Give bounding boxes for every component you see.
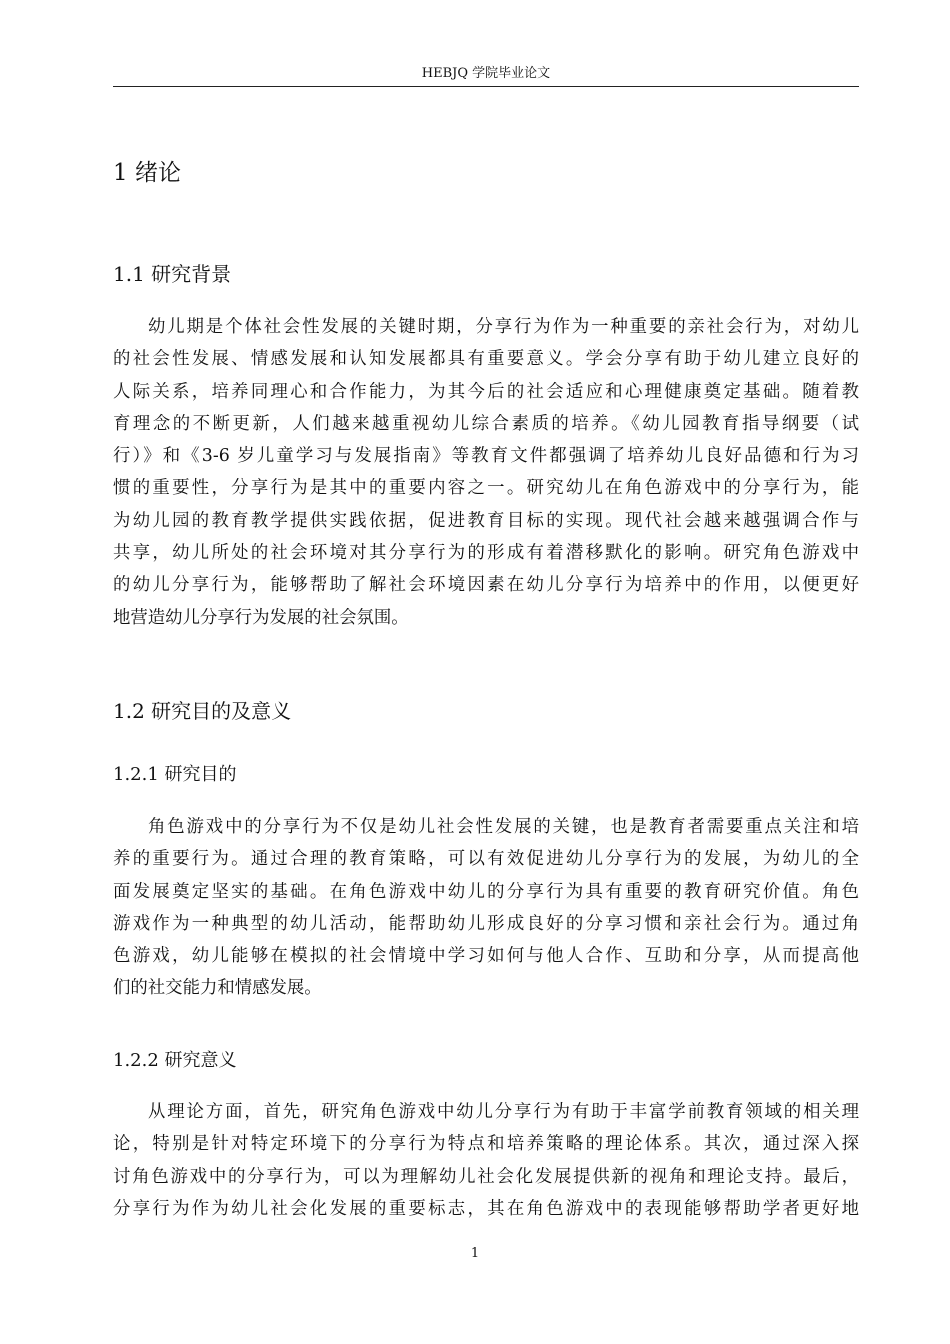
paragraph-line: 幼儿期是个体社会性发展的关键时期，分享行为作为一种重要的亲社会行为，对幼儿: [148, 317, 859, 337]
section-heading-1-2: 1.2 研究目的及意义: [113, 699, 292, 723]
page-number: 1: [470, 1246, 480, 1261]
subsection-heading-1-2-2: 1.2.2 研究意义: [113, 1050, 237, 1071]
paragraph-line: 养的重要行为。通过合理的教育策略，可以有效促进幼儿分享行为的发展，为幼儿的全: [113, 849, 859, 870]
paragraph-purpose: [113, 811, 859, 1005]
paragraph-line: 的社会性发展、情感发展和认知发展都具有重要意义。学会分享有助于幼儿建立良好的: [113, 349, 859, 370]
paragraph-line: 们的社交能力和情感发展。: [113, 978, 322, 999]
paragraph-line: 人际关系，培养同理心和合作能力，为其今后的社会适应和心理健康奠定基础。随着教: [113, 381, 859, 402]
paragraph-line: 面发展奠定坚实的基础。在角色游戏中幼儿的分享行为具有重要的教育研究价值。角色: [113, 881, 859, 902]
paragraph-line: 地营造幼儿分享行为发展的社会氛围。: [113, 607, 409, 628]
paragraph-line: 色游戏，幼儿能够在模拟的社会情境中学习如何与他人合作、互助和分享，从而提高他: [113, 946, 859, 967]
paragraph-line: 惯的重要性，分享行为是其中的重要内容之一。研究幼儿在角色游戏中的分享行为，能: [113, 478, 859, 499]
paragraph-line: 为幼儿园的教育教学提供实践依据，促进教育目标的实现。现代社会越来越强调合作与: [113, 510, 859, 531]
paragraph-line: 从理论方面，首先，研究角色游戏中幼儿分享行为有助于丰富学前教育领域的相关理: [148, 1102, 859, 1122]
section-heading-1-1: 1.1 研究背景: [113, 262, 232, 286]
paragraph-line: 共享，幼儿所处的社会环境对其分享行为的形成有着潜移默化的影响。研究角色游戏中: [113, 543, 859, 564]
subsection-heading-1-2-1: 1.2.1 研究目的: [113, 764, 237, 785]
paragraph-line: 育理念的不断更新，人们越来越重视幼儿综合素质的培养。《幼儿园教育指导纲要（试: [113, 413, 859, 434]
chapter-title: 1 绪论: [113, 160, 181, 186]
paragraph-background: [113, 311, 859, 634]
paragraph-line: 行）》和《3-6 岁儿童学习与发展指南》等教育文件都强调了培养幼儿良好品德和行为习: [113, 446, 859, 467]
paragraph-line: 论，特别是针对特定环境下的分享行为特点和培养策略的理论体系。其次，通过深入探: [113, 1134, 859, 1155]
page-header: HEBJQ 学院毕业论文: [113, 64, 859, 87]
paragraph-line: 讨角色游戏中的分享行为，可以为理解幼儿社会化发展提供新的视角和理论支持。最后，: [113, 1166, 859, 1187]
paragraph-line: 角色游戏中的分享行为不仅是幼儿社会性发展的关键，也是教育者需要重点关注和培: [148, 817, 859, 837]
paragraph-significance: [113, 1096, 859, 1225]
paragraph-line: 的幼儿分享行为，能够帮助了解社会环境因素在幼儿分享行为培养中的作用，以便更好: [113, 575, 859, 596]
paragraph-line: 分享行为作为幼儿社会化发展的重要标志，其在角色游戏中的表现能够帮助学者更好地: [113, 1198, 859, 1219]
paragraph-line: 游戏作为一种典型的幼儿活动，能帮助幼儿形成良好的分享习惯和亲社会行为。通过角: [113, 913, 859, 934]
